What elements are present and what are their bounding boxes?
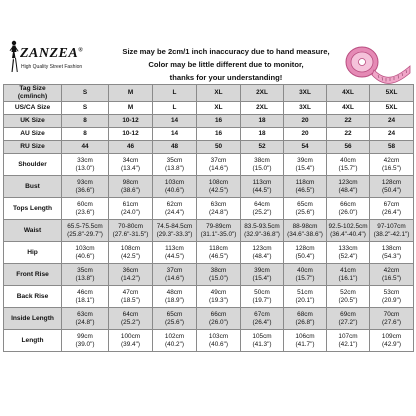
inch-value: (48.4") xyxy=(338,186,358,194)
size-cell: XL xyxy=(197,102,241,115)
inch-value: (31.1"-35.0") xyxy=(200,230,237,238)
measurement-cell xyxy=(153,154,197,176)
inch-value: (16.5") xyxy=(382,274,401,282)
row-label: Tops Length xyxy=(4,198,62,220)
cm-value: 36cm xyxy=(122,266,139,274)
size-cell: 2XL xyxy=(241,85,284,102)
inch-value: (32.9"-36.8") xyxy=(244,230,280,238)
size-cell: 3XL xyxy=(284,102,327,115)
inch-value: (19.7") xyxy=(252,296,272,304)
cm-value: 53cm xyxy=(383,288,400,296)
inch-value: (38.2"-42.1") xyxy=(373,230,410,238)
inch-value: (42.5") xyxy=(209,186,228,194)
measurement-cell xyxy=(241,286,284,308)
measurement-cell xyxy=(109,286,153,308)
measurement-cell xyxy=(327,242,370,264)
size-cell: 18 xyxy=(241,115,284,128)
inch-value: (26.4") xyxy=(252,318,272,326)
inch-value: (40.6") xyxy=(75,252,95,260)
cm-value: 68cm xyxy=(297,310,313,318)
inch-value: (41.7") xyxy=(295,340,315,348)
measurement-cell xyxy=(62,308,109,330)
measurement-cell xyxy=(327,308,370,330)
size-row xyxy=(4,102,414,115)
cm-value: 37cm xyxy=(210,156,227,164)
measurement-cell xyxy=(241,220,284,242)
size-cell: 8 xyxy=(62,128,109,141)
measurement-cell xyxy=(109,330,153,352)
cm-value: 47cm xyxy=(122,288,139,296)
inch-value: (20.5") xyxy=(338,296,358,304)
measurement-cell xyxy=(109,220,153,242)
measurement-cell xyxy=(370,154,414,176)
cm-value: 35cm xyxy=(77,266,93,274)
row-label: Waist xyxy=(4,220,62,242)
size-row xyxy=(4,141,414,154)
inch-value: (25.8"-29.7") xyxy=(67,230,103,238)
inch-value: (15.0") xyxy=(209,274,228,282)
cm-value: 88-98cm xyxy=(292,222,318,230)
measurement-cell xyxy=(370,220,414,242)
size-cell: M xyxy=(109,102,153,115)
measurement-cell xyxy=(153,242,197,264)
cm-value: 63cm xyxy=(77,310,93,318)
measurement-cell xyxy=(327,154,370,176)
inch-value: (42.1") xyxy=(338,340,358,348)
cm-value: 40cm xyxy=(340,156,356,164)
measurement-cell xyxy=(62,198,109,220)
measurement-cell xyxy=(284,176,327,198)
measurement-row xyxy=(4,220,414,242)
measurement-cell xyxy=(109,198,153,220)
cm-value: 79-89cm xyxy=(206,222,231,230)
size-row xyxy=(4,128,414,141)
measurement-cell xyxy=(241,198,284,220)
measurement-cell xyxy=(197,220,241,242)
measurement-cell xyxy=(327,220,370,242)
cm-value: 99cm xyxy=(77,332,93,340)
size-cell: M xyxy=(109,85,153,102)
measurement-cell xyxy=(109,308,153,330)
cm-value: 118cm xyxy=(295,178,315,186)
measurement-row xyxy=(4,264,414,286)
measurement-cell xyxy=(284,286,327,308)
measurement-row xyxy=(4,308,414,330)
size-cell: 24 xyxy=(370,128,414,141)
cm-value: 109cm xyxy=(381,332,402,340)
measurement-cell xyxy=(370,286,414,308)
registered-mark: ® xyxy=(78,47,84,54)
size-cell: 14 xyxy=(153,128,197,141)
row-label: Hip xyxy=(4,242,62,264)
size-row xyxy=(4,85,414,102)
row-label: Front Rise xyxy=(4,264,62,286)
measurement-row xyxy=(4,242,414,264)
brand-name: ZANZEA xyxy=(20,46,79,61)
size-cell: 50 xyxy=(197,141,241,154)
cm-value: 98cm xyxy=(122,178,139,186)
measurement-cell xyxy=(62,242,109,264)
measurement-row xyxy=(4,286,414,308)
size-cell: 8 xyxy=(62,115,109,128)
cm-value: 61cm xyxy=(122,200,139,208)
inch-value: (52.4") xyxy=(338,252,358,260)
inch-value: (13.8") xyxy=(75,274,95,282)
inch-value: (48.4") xyxy=(252,252,272,260)
cm-value: 40cm xyxy=(297,266,313,274)
inch-value: (26.8") xyxy=(295,318,315,326)
measurement-cell xyxy=(327,264,370,286)
measurement-cell xyxy=(241,264,284,286)
size-cell: 18 xyxy=(241,128,284,141)
cm-value: 38cm xyxy=(210,266,227,274)
measurement-cell xyxy=(109,154,153,176)
inch-value: (20.1") xyxy=(295,296,315,304)
size-cell: 14 xyxy=(153,115,197,128)
size-row xyxy=(4,115,414,128)
measurement-notice xyxy=(116,45,336,84)
size-cell: 4XL xyxy=(327,85,370,102)
cm-value: 50cm xyxy=(254,288,270,296)
inch-value: (27.6"-31.5") xyxy=(112,230,149,238)
cm-value: 62cm xyxy=(166,200,183,208)
row-label: Bust xyxy=(4,176,62,198)
cm-value: 35cm xyxy=(166,156,183,164)
notice-line: Size may be 2cm/1 inch inaccuracy due to hand measure, xyxy=(122,47,330,56)
cm-value: 70cm xyxy=(383,310,400,318)
cm-value: 67cm xyxy=(254,310,270,318)
measurement-cell xyxy=(284,220,327,242)
inch-value: (25.6") xyxy=(295,208,315,216)
measurement-cell xyxy=(197,286,241,308)
cm-value: 38cm xyxy=(254,156,270,164)
measurement-cell xyxy=(62,264,109,286)
measurement-cell xyxy=(284,308,327,330)
inch-value: (18.5") xyxy=(121,296,140,304)
cm-value: 37cm xyxy=(166,266,183,274)
cm-value: 113cm xyxy=(252,178,272,186)
measurement-cell xyxy=(153,198,197,220)
cm-value: 105cm xyxy=(252,332,272,340)
inch-value: (40.2") xyxy=(165,340,184,348)
inch-value: (25.6") xyxy=(165,318,184,326)
inch-value: (18.9") xyxy=(165,296,184,304)
inch-value: (42.9") xyxy=(382,340,401,348)
row-label: US/CA Size xyxy=(4,102,62,115)
measurement-cell xyxy=(153,176,197,198)
inch-value: (24.4") xyxy=(165,208,184,216)
measurement-cell xyxy=(327,198,370,220)
measurement-cell xyxy=(62,330,109,352)
measurement-cell xyxy=(241,242,284,264)
cm-value: 49cm xyxy=(210,288,227,296)
measurement-cell xyxy=(153,264,197,286)
inch-value: (25.2") xyxy=(252,208,272,216)
measurement-row xyxy=(4,176,414,198)
cm-value: 108cm xyxy=(208,178,229,186)
size-cell: 46 xyxy=(109,141,153,154)
row-label: Length xyxy=(4,330,62,352)
measurement-cell xyxy=(370,330,414,352)
size-cell: 16 xyxy=(197,128,241,141)
measurement-cell xyxy=(109,242,153,264)
inch-value: (18.1") xyxy=(75,296,95,304)
size-cell: 5XL xyxy=(370,85,414,102)
size-cell: 10-12 xyxy=(109,115,153,128)
inch-value: (15.7") xyxy=(295,274,315,282)
cm-value: 42cm xyxy=(383,156,400,164)
row-label: Inside Length xyxy=(4,308,62,330)
measurement-cell xyxy=(62,154,109,176)
cm-value: 67cm xyxy=(383,200,400,208)
cm-value: 118cm xyxy=(209,244,228,252)
measurement-cell xyxy=(370,198,414,220)
cm-value: 34cm xyxy=(122,156,139,164)
inch-value: (16.5") xyxy=(382,164,401,172)
inch-value: (50.4") xyxy=(382,186,401,194)
measurement-cell xyxy=(284,330,327,352)
measurement-cell xyxy=(327,176,370,198)
inch-value: (24.8") xyxy=(75,318,95,326)
measurement-cell xyxy=(241,176,284,198)
inch-value: (13.0") xyxy=(75,164,95,172)
inch-value: (44.5") xyxy=(252,186,272,194)
measurement-cell xyxy=(153,220,197,242)
inch-value: (36.6") xyxy=(75,186,95,194)
inch-value: (26.0") xyxy=(209,318,228,326)
cm-value: 42cm xyxy=(383,266,400,274)
inch-value: (15.7") xyxy=(338,164,358,172)
inch-value: (46.5") xyxy=(295,186,315,194)
measurement-cell xyxy=(370,176,414,198)
cm-value: 66cm xyxy=(340,200,356,208)
inch-value: (13.8") xyxy=(165,164,184,172)
measurement-cell xyxy=(284,264,327,286)
measurement-cell xyxy=(62,176,109,198)
row-label: AU Size xyxy=(4,128,62,141)
size-cell: 20 xyxy=(284,115,327,128)
inch-value: (25.2") xyxy=(121,318,140,326)
measurement-cell xyxy=(284,242,327,264)
measurement-cell xyxy=(62,286,109,308)
cm-value: 39cm xyxy=(254,266,270,274)
size-cell: 54 xyxy=(284,141,327,154)
size-cell: 52 xyxy=(241,141,284,154)
measurement-cell xyxy=(197,176,241,198)
cm-value: 66cm xyxy=(210,310,227,318)
inch-value: (36.4"-40.4") xyxy=(330,230,366,238)
cm-value: 48cm xyxy=(166,288,183,296)
measurement-cell xyxy=(62,220,109,242)
row-label: Tag Size (cm/inch) xyxy=(4,85,62,102)
brand-logo xyxy=(4,40,104,80)
measurement-cell xyxy=(109,264,153,286)
measurement-cell xyxy=(153,308,197,330)
cm-value: 74.5-84.5cm xyxy=(156,222,193,230)
inch-value: (14.6") xyxy=(165,274,184,282)
inch-value: (40.6") xyxy=(165,186,184,194)
cm-value: 92.5-102.5cm xyxy=(328,222,368,230)
measurement-cell xyxy=(197,198,241,220)
inch-value: (54.3") xyxy=(382,252,401,260)
measurement-cell xyxy=(197,154,241,176)
row-label: UK Size xyxy=(4,115,62,128)
cm-value: 83.5-93.5cm xyxy=(244,222,280,230)
inch-value: (38.6") xyxy=(121,186,140,194)
inch-value: (15.4") xyxy=(252,274,272,282)
size-cell: S xyxy=(62,85,109,102)
row-label: Shoulder xyxy=(4,154,62,176)
cm-value: 52cm xyxy=(340,288,356,296)
inch-value: (26.0") xyxy=(338,208,358,216)
size-cell: XL xyxy=(197,85,241,102)
cm-value: 93cm xyxy=(77,178,93,186)
inch-value: (44.5") xyxy=(165,252,184,260)
cm-value: 33cm xyxy=(77,156,93,164)
inch-value: (19.3") xyxy=(209,296,228,304)
inch-value: (14.2") xyxy=(121,274,140,282)
brand-tagline: High Quality Street Fashion xyxy=(21,64,83,70)
cm-value: 100cm xyxy=(120,332,141,340)
size-rows xyxy=(4,85,414,154)
inch-value: (46.5") xyxy=(209,252,228,260)
size-cell: 3XL xyxy=(284,85,327,102)
cm-value: 69cm xyxy=(340,310,356,318)
inch-value: (40.6") xyxy=(209,340,228,348)
size-cell: 24 xyxy=(370,115,414,128)
size-cell: 56 xyxy=(327,141,370,154)
cm-value: 108cm xyxy=(120,244,141,252)
inch-value: (20.9") xyxy=(382,296,401,304)
cm-value: 65.5-75.5cm xyxy=(67,222,103,230)
cm-value: 97-107cm xyxy=(377,222,406,230)
cm-value: 103cm xyxy=(164,178,185,186)
measurement-cell xyxy=(241,308,284,330)
inch-value: (16.1") xyxy=(338,274,358,282)
size-cell: 16 xyxy=(197,115,241,128)
measurement-cell xyxy=(327,286,370,308)
cm-value: 65cm xyxy=(297,200,313,208)
inch-value: (50.4") xyxy=(295,252,315,260)
cm-value: 102cm xyxy=(164,332,185,340)
size-cell: L xyxy=(153,85,197,102)
cm-value: 39cm xyxy=(297,156,313,164)
measurement-cell xyxy=(370,242,414,264)
cm-value: 46cm xyxy=(77,288,93,296)
cm-value: 41cm xyxy=(340,266,356,274)
size-cell: 10-12 xyxy=(109,128,153,141)
measurement-row xyxy=(4,154,414,176)
inch-value: (15.4") xyxy=(295,164,315,172)
size-cell: 22 xyxy=(327,115,370,128)
inch-value: (14.6") xyxy=(209,164,228,172)
inch-value: (27.6") xyxy=(382,318,401,326)
size-cell: 4XL xyxy=(327,102,370,115)
cm-value: 113cm xyxy=(165,244,184,252)
cm-value: 103cm xyxy=(208,332,229,340)
row-label: RU Size xyxy=(4,141,62,154)
measurement-row xyxy=(4,198,414,220)
cm-value: 60cm xyxy=(77,200,93,208)
size-cell: 5XL xyxy=(370,102,414,115)
measurement-cell xyxy=(109,176,153,198)
inch-value: (34.6"-38.6") xyxy=(287,230,323,238)
notice-line: Color may be little different due to monitor, xyxy=(148,60,304,69)
inch-value: (15.0") xyxy=(252,164,272,172)
cm-value: 103cm xyxy=(75,244,95,252)
size-cell: 48 xyxy=(153,141,197,154)
cm-value: 133cm xyxy=(338,244,358,252)
measurement-cell xyxy=(197,264,241,286)
measurement-cell xyxy=(197,242,241,264)
inch-value: (41.3") xyxy=(252,340,272,348)
cm-value: 138cm xyxy=(381,244,402,252)
notice-line: thanks for your understanding! xyxy=(169,73,283,82)
measurement-cell xyxy=(197,308,241,330)
inch-value: (29.3"-33.3") xyxy=(156,230,193,238)
cm-value: 123cm xyxy=(338,178,358,186)
measurement-cell xyxy=(241,154,284,176)
cm-value: 123cm xyxy=(252,244,272,252)
size-cell: 20 xyxy=(284,128,327,141)
size-cell: 58 xyxy=(370,141,414,154)
cm-value: 128cm xyxy=(381,178,402,186)
header xyxy=(0,0,416,80)
cm-value: 64cm xyxy=(122,310,139,318)
cm-value: 65cm xyxy=(166,310,183,318)
size-cell: L xyxy=(153,102,197,115)
measurement-cell xyxy=(197,330,241,352)
measurement-cell xyxy=(284,154,327,176)
cm-value: 106cm xyxy=(295,332,315,340)
row-label: Back Rise xyxy=(4,286,62,308)
cm-value: 128cm xyxy=(295,244,315,252)
cm-value: 70-80cm xyxy=(118,222,143,230)
inch-value: (26.4") xyxy=(382,208,401,216)
size-chart-table xyxy=(3,84,414,352)
inch-value: (13.4") xyxy=(121,164,140,172)
measurement-cell xyxy=(370,308,414,330)
measurement-row xyxy=(4,330,414,352)
size-cell: 44 xyxy=(62,141,109,154)
cm-value: 63cm xyxy=(210,200,227,208)
inch-value: (24.8") xyxy=(209,208,228,216)
inch-value: (39.4") xyxy=(121,340,140,348)
measurement-cell xyxy=(153,330,197,352)
size-cell: S xyxy=(62,102,109,115)
measurement-rows xyxy=(4,154,414,352)
measurement-cell xyxy=(284,198,327,220)
cm-value: 64cm xyxy=(254,200,270,208)
measurement-cell xyxy=(327,330,370,352)
size-cell: 22 xyxy=(327,128,370,141)
inch-value: (42.5") xyxy=(121,252,140,260)
measurement-cell xyxy=(370,264,414,286)
inch-value: (27.2") xyxy=(338,318,358,326)
cm-value: 51cm xyxy=(297,288,313,296)
inch-value: (24.0") xyxy=(121,208,140,216)
inch-value: (39.0") xyxy=(75,340,95,348)
cm-value: 107cm xyxy=(338,332,358,340)
inch-value: (23.6") xyxy=(75,208,95,216)
measurement-cell xyxy=(241,330,284,352)
measurement-cell xyxy=(153,286,197,308)
size-cell: 2XL xyxy=(241,102,284,115)
